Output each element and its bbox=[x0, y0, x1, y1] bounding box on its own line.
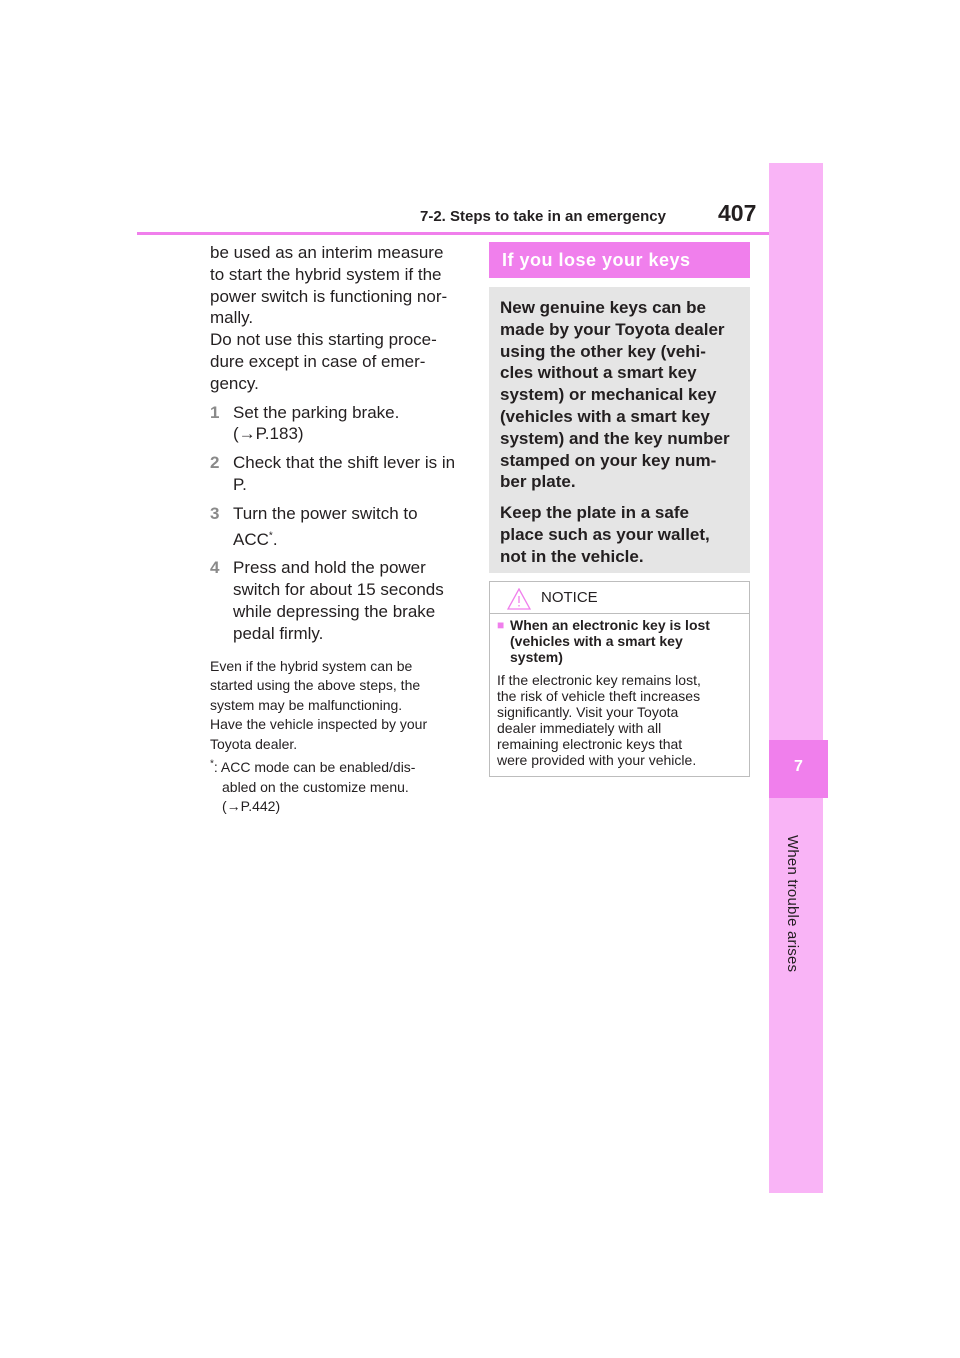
footnote-line: : ACC mode can be enabled/dis- bbox=[213, 759, 416, 776]
text-line: If the electronic key remains lost, bbox=[497, 672, 701, 688]
text-line: system) and the key number bbox=[500, 428, 730, 448]
step-1 bbox=[210, 402, 472, 446]
step-number: 2 bbox=[210, 453, 220, 473]
text-line: system) bbox=[510, 649, 563, 665]
text-line: Toyota dealer. bbox=[210, 735, 298, 752]
text-line: significantly. Visit your Toyota bbox=[497, 704, 679, 720]
step-number: 3 bbox=[210, 503, 220, 523]
page-reference-link[interactable]: (→P.442) bbox=[222, 798, 281, 815]
notice-label: NOTICE bbox=[541, 589, 598, 606]
text-line: When an electronic key is lost bbox=[510, 617, 710, 633]
text-line: Have the vehicle inspected by your bbox=[210, 716, 428, 733]
step-4 bbox=[210, 557, 472, 644]
notice-body bbox=[490, 614, 749, 768]
caution-note bbox=[210, 657, 472, 755]
section-title: 7-2. Steps to take in an emergency bbox=[420, 208, 666, 225]
page-number: 407 bbox=[718, 200, 757, 226]
square-bullet-icon: ■ bbox=[497, 618, 505, 632]
footnote-marker: * bbox=[210, 758, 214, 770]
step-text bbox=[233, 503, 472, 551]
chapter-number: 7 bbox=[794, 758, 803, 775]
info-paragraph bbox=[500, 297, 740, 493]
footnote-text bbox=[210, 758, 415, 817]
step-text bbox=[233, 557, 472, 644]
text-line bbox=[210, 758, 415, 778]
footnote-marker: * bbox=[268, 529, 273, 541]
text-line bbox=[233, 529, 472, 551]
step-number: 1 bbox=[210, 402, 220, 422]
step-2 bbox=[210, 452, 472, 496]
info-box bbox=[489, 287, 750, 573]
text-line: ber plate. bbox=[500, 472, 576, 492]
chapter-side-tab bbox=[769, 163, 823, 1193]
text-line: to start the hybrid system if the bbox=[210, 264, 442, 284]
text-line: (vehicles with a smart key bbox=[500, 406, 710, 426]
text-line: place such as your wallet, bbox=[500, 524, 710, 544]
text-line: Check that the shift lever is in bbox=[233, 453, 456, 473]
text-line: were provided with your vehicle. bbox=[497, 752, 697, 768]
text-line: the risk of vehicle theft increases bbox=[497, 688, 701, 704]
text-line: Do not use this starting proce- bbox=[210, 330, 437, 350]
step-text bbox=[233, 452, 472, 496]
text-line: started using the above steps, the bbox=[210, 677, 421, 694]
chapter-title: When trouble arises bbox=[784, 835, 801, 973]
text-line: system) or mechanical key bbox=[500, 385, 717, 405]
header-rule bbox=[137, 232, 769, 235]
section-heading: If you lose your keys bbox=[489, 242, 750, 278]
text-line: (vehicles with a smart key bbox=[510, 633, 683, 649]
intro-paragraph bbox=[210, 242, 472, 395]
text-line: Press and hold the power bbox=[233, 558, 426, 578]
text-line: Turn the power switch to bbox=[233, 503, 418, 523]
warning-triangle-icon bbox=[507, 588, 531, 610]
notice-subheading bbox=[497, 617, 739, 665]
text-line: dealer immediately with all bbox=[497, 720, 662, 736]
text-line: New genuine keys can be bbox=[500, 298, 706, 317]
footnote bbox=[210, 758, 472, 817]
text-line: switch for about 15 seconds bbox=[233, 580, 444, 600]
left-column bbox=[210, 242, 472, 817]
text-line: abled on the customize menu. bbox=[222, 778, 409, 795]
acc-label: ACC bbox=[233, 529, 269, 549]
notice-box bbox=[489, 581, 750, 777]
text-line: cles without a smart key bbox=[500, 363, 697, 383]
text-line: system may be malfunctioning. bbox=[210, 696, 403, 713]
text-line: be used as an interim measure bbox=[210, 243, 444, 262]
page-reference-link[interactable]: (→P.183) bbox=[233, 424, 304, 444]
text-line: P. bbox=[233, 474, 247, 494]
sentence-period: . bbox=[272, 529, 278, 549]
text-line: Even if the hybrid system can be bbox=[210, 657, 413, 674]
notice-subheading-text bbox=[510, 617, 710, 665]
step-3 bbox=[210, 503, 472, 551]
text-line: while depressing the brake bbox=[233, 601, 436, 621]
text-line: dure except in case of emer- bbox=[210, 351, 426, 371]
text-line: using the other key (vehi- bbox=[500, 341, 706, 361]
step-number: 4 bbox=[210, 558, 220, 578]
text-line: not in the vehicle. bbox=[500, 546, 644, 566]
text-line: stamped on your key num- bbox=[500, 450, 717, 470]
text-line: Set the parking brake. bbox=[233, 402, 400, 422]
notice-header bbox=[490, 582, 749, 614]
text-line: gency. bbox=[210, 373, 259, 393]
text-line: remaining electronic keys that bbox=[497, 736, 683, 752]
text-line: mally. bbox=[210, 308, 254, 328]
notice-text bbox=[497, 672, 739, 768]
text-line: made by your Toyota dealer bbox=[500, 319, 725, 339]
text-line: Keep the plate in a safe bbox=[500, 503, 689, 523]
text-line: pedal firmly. bbox=[233, 623, 324, 643]
text-line: power switch is functioning nor- bbox=[210, 286, 448, 306]
info-paragraph bbox=[500, 502, 740, 567]
step-text bbox=[233, 402, 472, 446]
